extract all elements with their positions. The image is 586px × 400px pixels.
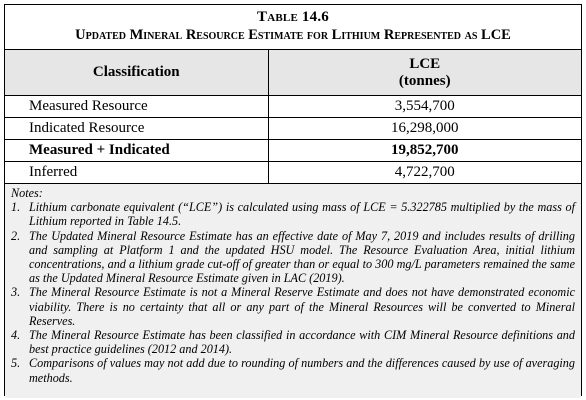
table-title: Updated Mineral Resource Estimate for Lithium Represented as LCE: [75, 27, 511, 43]
lce-header: [268, 50, 581, 96]
notes-label: Notes:: [11, 186, 43, 200]
row-value: 16,298,000: [268, 118, 581, 140]
lce-header-label: LCE: [409, 55, 441, 72]
note-item: [11, 200, 575, 228]
row-value: 3,554,700: [268, 96, 581, 118]
note-number: 5.: [11, 356, 21, 371]
note-text: The Updated Mineral Resource Estimate has an effective date of May 7, 2019 and includes results of drilling and sampling at Platform 1 and the updated HSU model. The Resource Evaluation Area, initial lithium concentrations, and a lithium grade cut-off of greater than or equal to 300 mg/L parameters remained the same as the Updated Mineral Resource Estimate given in LAC (2019).: [29, 228, 575, 286]
resource-table: [5, 50, 581, 184]
classification-header: Classification: [5, 50, 268, 96]
note-number: 1.: [11, 200, 21, 215]
lce-header-unit: (tonnes): [398, 72, 451, 89]
note-number: 2.: [11, 228, 21, 243]
note-item: [11, 328, 575, 356]
row-value: 4,722,700: [268, 162, 581, 184]
note-text: Lithium carbonate equivalent (“LCE”) is calculated using mass of LCE = 5.322785 multiplied by the mass of Lithium reported in Table 14.5.: [29, 200, 575, 229]
resource-table-document: [4, 4, 582, 396]
table-number: Table 14.6: [257, 9, 329, 25]
row-label: Inferred: [5, 162, 268, 184]
table-row: [5, 118, 581, 140]
table-row: [5, 96, 581, 118]
note-number: 4.: [11, 328, 21, 343]
row-label: Indicated Resource: [5, 118, 268, 140]
table-row: [5, 140, 581, 162]
note-text: Comparisons of values may not add due to rounding of numbers and the differences caused by use of averaging methods.: [29, 356, 575, 385]
row-label: Measured + Indicated: [5, 140, 268, 162]
note-item: [11, 285, 575, 328]
note-text: The Mineral Resource Estimate has been classified in accordance with CIM Mineral Resource definitions and best practice guidelines (2012 and 2014).: [29, 328, 575, 357]
notes-section: [5, 184, 581, 398]
note-item: [11, 356, 575, 384]
row-value: 19,852,700: [268, 140, 581, 162]
note-text: The Mineral Resource Estimate is not a Mineral Reserve Estimate and does not have demonstrated economic viability. There is no certainty that all or any part of the Mineral Resources will be converted to Mineral Reserves.: [29, 285, 575, 328]
table-title-block: [5, 5, 581, 50]
note-item: [11, 229, 575, 286]
table-header-row: [5, 50, 581, 96]
note-number: 3.: [11, 285, 21, 300]
table-row: [5, 162, 581, 184]
row-label: Measured Resource: [5, 96, 268, 118]
